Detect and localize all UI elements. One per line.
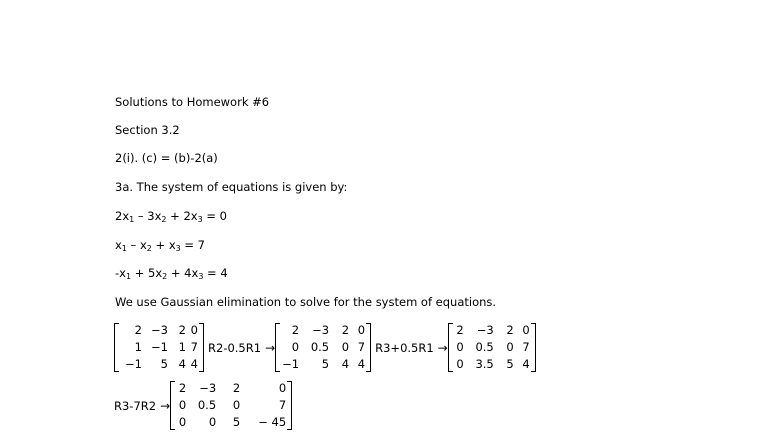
matrix-cell: −1 — [282, 357, 300, 371]
matrix-cell: 4 — [357, 357, 366, 371]
matrix-cell: 0 — [341, 340, 350, 354]
answer-3a-intro: 3a. The system of equations is given by: — [115, 180, 348, 194]
matrix-cell: 0 — [190, 323, 198, 337]
augmented-matrix-1 — [114, 323, 204, 372]
matrix-cell: 2 — [134, 323, 142, 337]
matrix-cell: 0 — [291, 340, 300, 354]
matrix-cell: 2 — [506, 323, 514, 337]
matrix-cell: 5 — [506, 357, 514, 371]
matrix-cell: 0 — [278, 381, 287, 395]
section-title: Section 3.2 — [115, 123, 180, 137]
matrix-cell: 5 — [160, 357, 168, 371]
matrix-cell: −1 — [151, 340, 168, 354]
page-heading: Solutions to Homework #6 — [115, 95, 270, 109]
arrow-icon: → — [265, 340, 276, 355]
matrix-cell: 7 — [278, 398, 287, 412]
matrix-cell: 1 — [134, 340, 142, 354]
matrix-cell: 2 — [291, 323, 300, 337]
augmented-matrix-4 — [170, 381, 292, 430]
row-op-2: R3+0.5R1 — [375, 340, 434, 355]
matrix-cell: 0.5 — [475, 340, 494, 354]
matrix-cell: −3 — [199, 381, 217, 395]
matrix-cell: 0.5 — [197, 398, 217, 412]
matrix-cell: 5 — [321, 357, 330, 371]
matrix-cell: − 45 — [258, 415, 287, 429]
matrix-cell: 5 — [232, 415, 241, 429]
matrix-cell: 4 — [522, 357, 530, 371]
row-op-1: R2-0.5R1 — [208, 340, 262, 355]
arrow-icon: → — [437, 340, 448, 355]
matrix-row-1 — [114, 323, 536, 372]
matrix-cell: 2 — [178, 323, 186, 337]
matrix-cell: 4 — [341, 357, 350, 371]
matrix-cell: 0 — [456, 357, 464, 371]
augmented-matrix-3 — [448, 323, 536, 372]
matrix-cell: −3 — [476, 323, 494, 337]
matrix-cell: 2 — [341, 323, 350, 337]
augmented-matrix-2 — [275, 323, 371, 372]
answer-2i: 2(i). (c) = (b)-2(a) — [115, 151, 218, 165]
matrix-cell: 7 — [357, 340, 366, 354]
arrow-icon: → — [160, 398, 171, 413]
matrix-cell: 0 — [178, 398, 187, 412]
matrix-cell: 2 — [232, 381, 241, 395]
matrix-cell: 3.5 — [475, 357, 494, 371]
matrix-cell: −1 — [125, 357, 142, 371]
method-text: We use Gaussian elimination to solve for the system of equations. — [115, 295, 497, 309]
matrix-row-2 — [114, 381, 292, 430]
equation-3: $-x_1 + 5x_2 + 4x_3 = 4$ — [115, 266, 228, 281]
matrix-cell: 0 — [208, 415, 217, 429]
matrix-cell: 7 — [522, 340, 530, 354]
matrix-cell: 0 — [357, 323, 366, 337]
matrix-cell: 2 — [456, 323, 464, 337]
equation-1: $2x_1 - 3x_2 + 2x_3 = 0$ — [115, 209, 227, 224]
matrix-cell: 0 — [178, 415, 187, 429]
matrix-cell: 0 — [506, 340, 514, 354]
matrix-cell: 0 — [232, 398, 241, 412]
matrix-cell: 2 — [178, 381, 187, 395]
matrix-cell: 4 — [190, 357, 198, 371]
matrix-cell: 0 — [456, 340, 464, 354]
equation-2: $x_1 - x_2 + x_3 = 7$ — [115, 238, 205, 253]
matrix-cell: 7 — [190, 340, 198, 354]
matrix-cell: 0 — [522, 323, 530, 337]
matrix-cell: 1 — [178, 340, 186, 354]
row-op-3: R3-7R2 — [114, 398, 157, 413]
matrix-cell: −3 — [312, 323, 330, 337]
matrix-cell: −3 — [151, 323, 168, 337]
matrix-cell: 4 — [178, 357, 186, 371]
matrix-cell: 0.5 — [310, 340, 330, 354]
